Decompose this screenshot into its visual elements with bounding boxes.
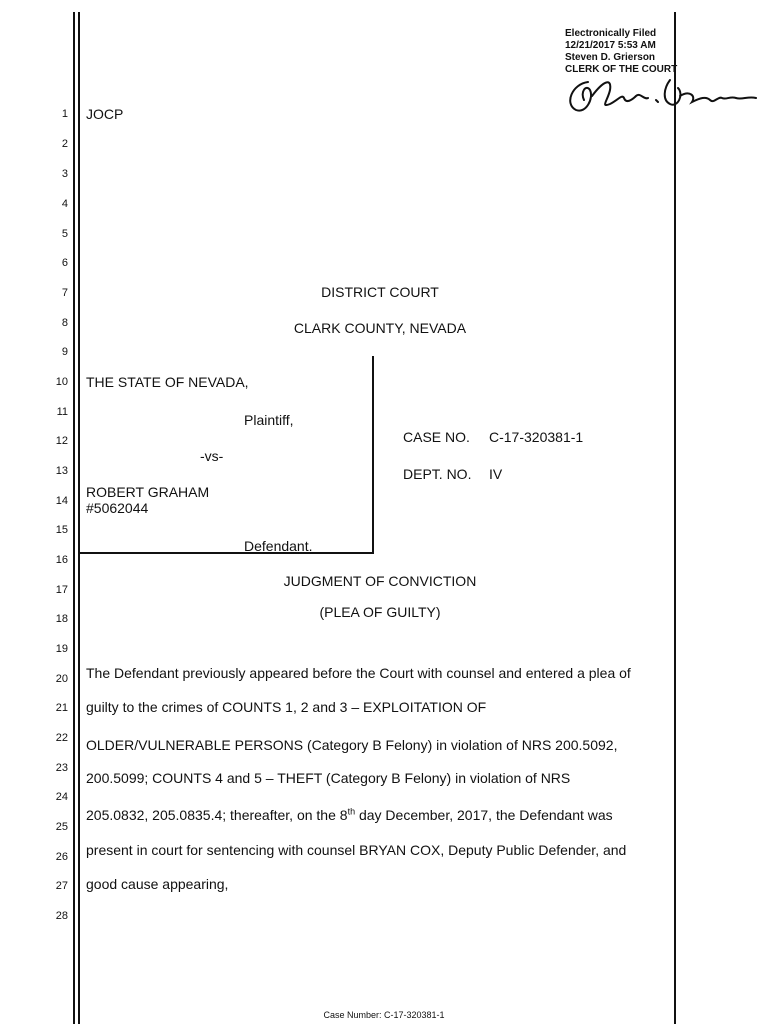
line-number: 2 (61, 138, 68, 150)
body-line-4: 200.5099; COUNTS 4 and 5 – THEFT (Category B Felony) in violation of NRS (86, 770, 571, 786)
stamp-clerk-title: CLERK OF THE COURT (565, 64, 678, 75)
line-number: 4 (61, 198, 68, 210)
case-number-label: CASE NO. (403, 429, 470, 445)
defendant-label: Defendant. (244, 538, 313, 554)
body-line-1: The Defendant previously appeared before the Court with counsel and entered a plea of (86, 665, 631, 681)
line-number: 20 (55, 673, 68, 685)
line-number: 14 (55, 495, 68, 507)
line-number: 26 (55, 851, 68, 863)
line-number: 25 (55, 821, 68, 833)
line-number: 11 (56, 406, 68, 418)
ordinal-suffix: th (347, 806, 356, 817)
plaintiff-label: Plaintiff, (244, 412, 294, 428)
line-number: 5 (61, 228, 68, 240)
court-county: CLARK COUNTY, NEVADA (293, 320, 467, 336)
caption-divider-vertical (372, 356, 374, 553)
footer-case-number: Case Number: C-17-320381-1 (323, 1010, 445, 1020)
line-number: 28 (55, 910, 68, 922)
line-number: 17 (55, 584, 68, 596)
body-line-5-end: day December, 2017, the Defendant was (355, 807, 613, 823)
line-number: 9 (61, 346, 68, 358)
line-number: 13 (55, 465, 68, 477)
line-number: 23 (55, 762, 68, 774)
plaintiff-name: THE STATE OF NEVADA, (86, 374, 249, 390)
line-number: 1 (61, 108, 68, 120)
line-number: 6 (61, 257, 68, 269)
line-number: 19 (55, 643, 68, 655)
judgment-subtitle: (PLEA OF GUILTY) (319, 604, 441, 620)
defendant-name: ROBERT GRAHAM (86, 484, 210, 500)
versus-label: -vs- (200, 448, 224, 464)
line-number: 27 (55, 880, 68, 892)
line-number: 22 (55, 732, 68, 744)
clerk-signature (560, 70, 760, 120)
case-number: C-17-320381-1 (489, 429, 584, 445)
court-name: DISTRICT COURT (321, 284, 439, 300)
caption-divider-horizontal (78, 552, 374, 554)
electronic-filing-stamp (565, 28, 677, 76)
line-number: 24 (55, 791, 68, 803)
line-number: 21 (55, 702, 68, 714)
judgment-title: JUDGMENT OF CONVICTION (283, 573, 477, 589)
body-line-2: guilty to the crimes of COUNTS 1, 2 and 3 – EXPLOITATION OF (86, 699, 487, 715)
line-number: 8 (61, 317, 68, 329)
dept-number-label: DEPT. NO. (403, 466, 472, 482)
dept-number: IV (489, 466, 503, 482)
stamp-clerk-name: Steven D. Grierson (565, 52, 656, 63)
line-number: 12 (55, 435, 68, 447)
left-margin-rule-1 (73, 12, 75, 1024)
right-margin-rule (674, 12, 676, 1024)
line-number: 15 (55, 524, 68, 536)
left-margin-rule-2 (78, 12, 80, 1024)
line-number: 7 (61, 287, 68, 299)
body-line-3: OLDER/VULNERABLE PERSONS (Category B Felony) in violation of NRS 200.5092, (86, 737, 618, 753)
body-line-6: present in court for sentencing with counsel BRYAN COX, Deputy Public Defender, and (86, 842, 627, 858)
line-number: 3 (61, 168, 68, 180)
stamp-filed-line: Electronically Filed (565, 28, 657, 39)
stamp-datetime: 12/21/2017 5:53 AM (565, 40, 656, 51)
body-line-5 (86, 807, 613, 824)
defendant-id: #5062044 (86, 500, 149, 516)
line-number: 16 (55, 554, 68, 566)
line-number: 10 (55, 376, 68, 388)
document-code: JOCP (86, 106, 124, 122)
body-line-7: good cause appearing, (86, 876, 229, 892)
body-line-5-start: 205.0832, 205.0835.4; thereafter, on the 8 (86, 807, 348, 823)
line-number: 18 (55, 613, 68, 625)
